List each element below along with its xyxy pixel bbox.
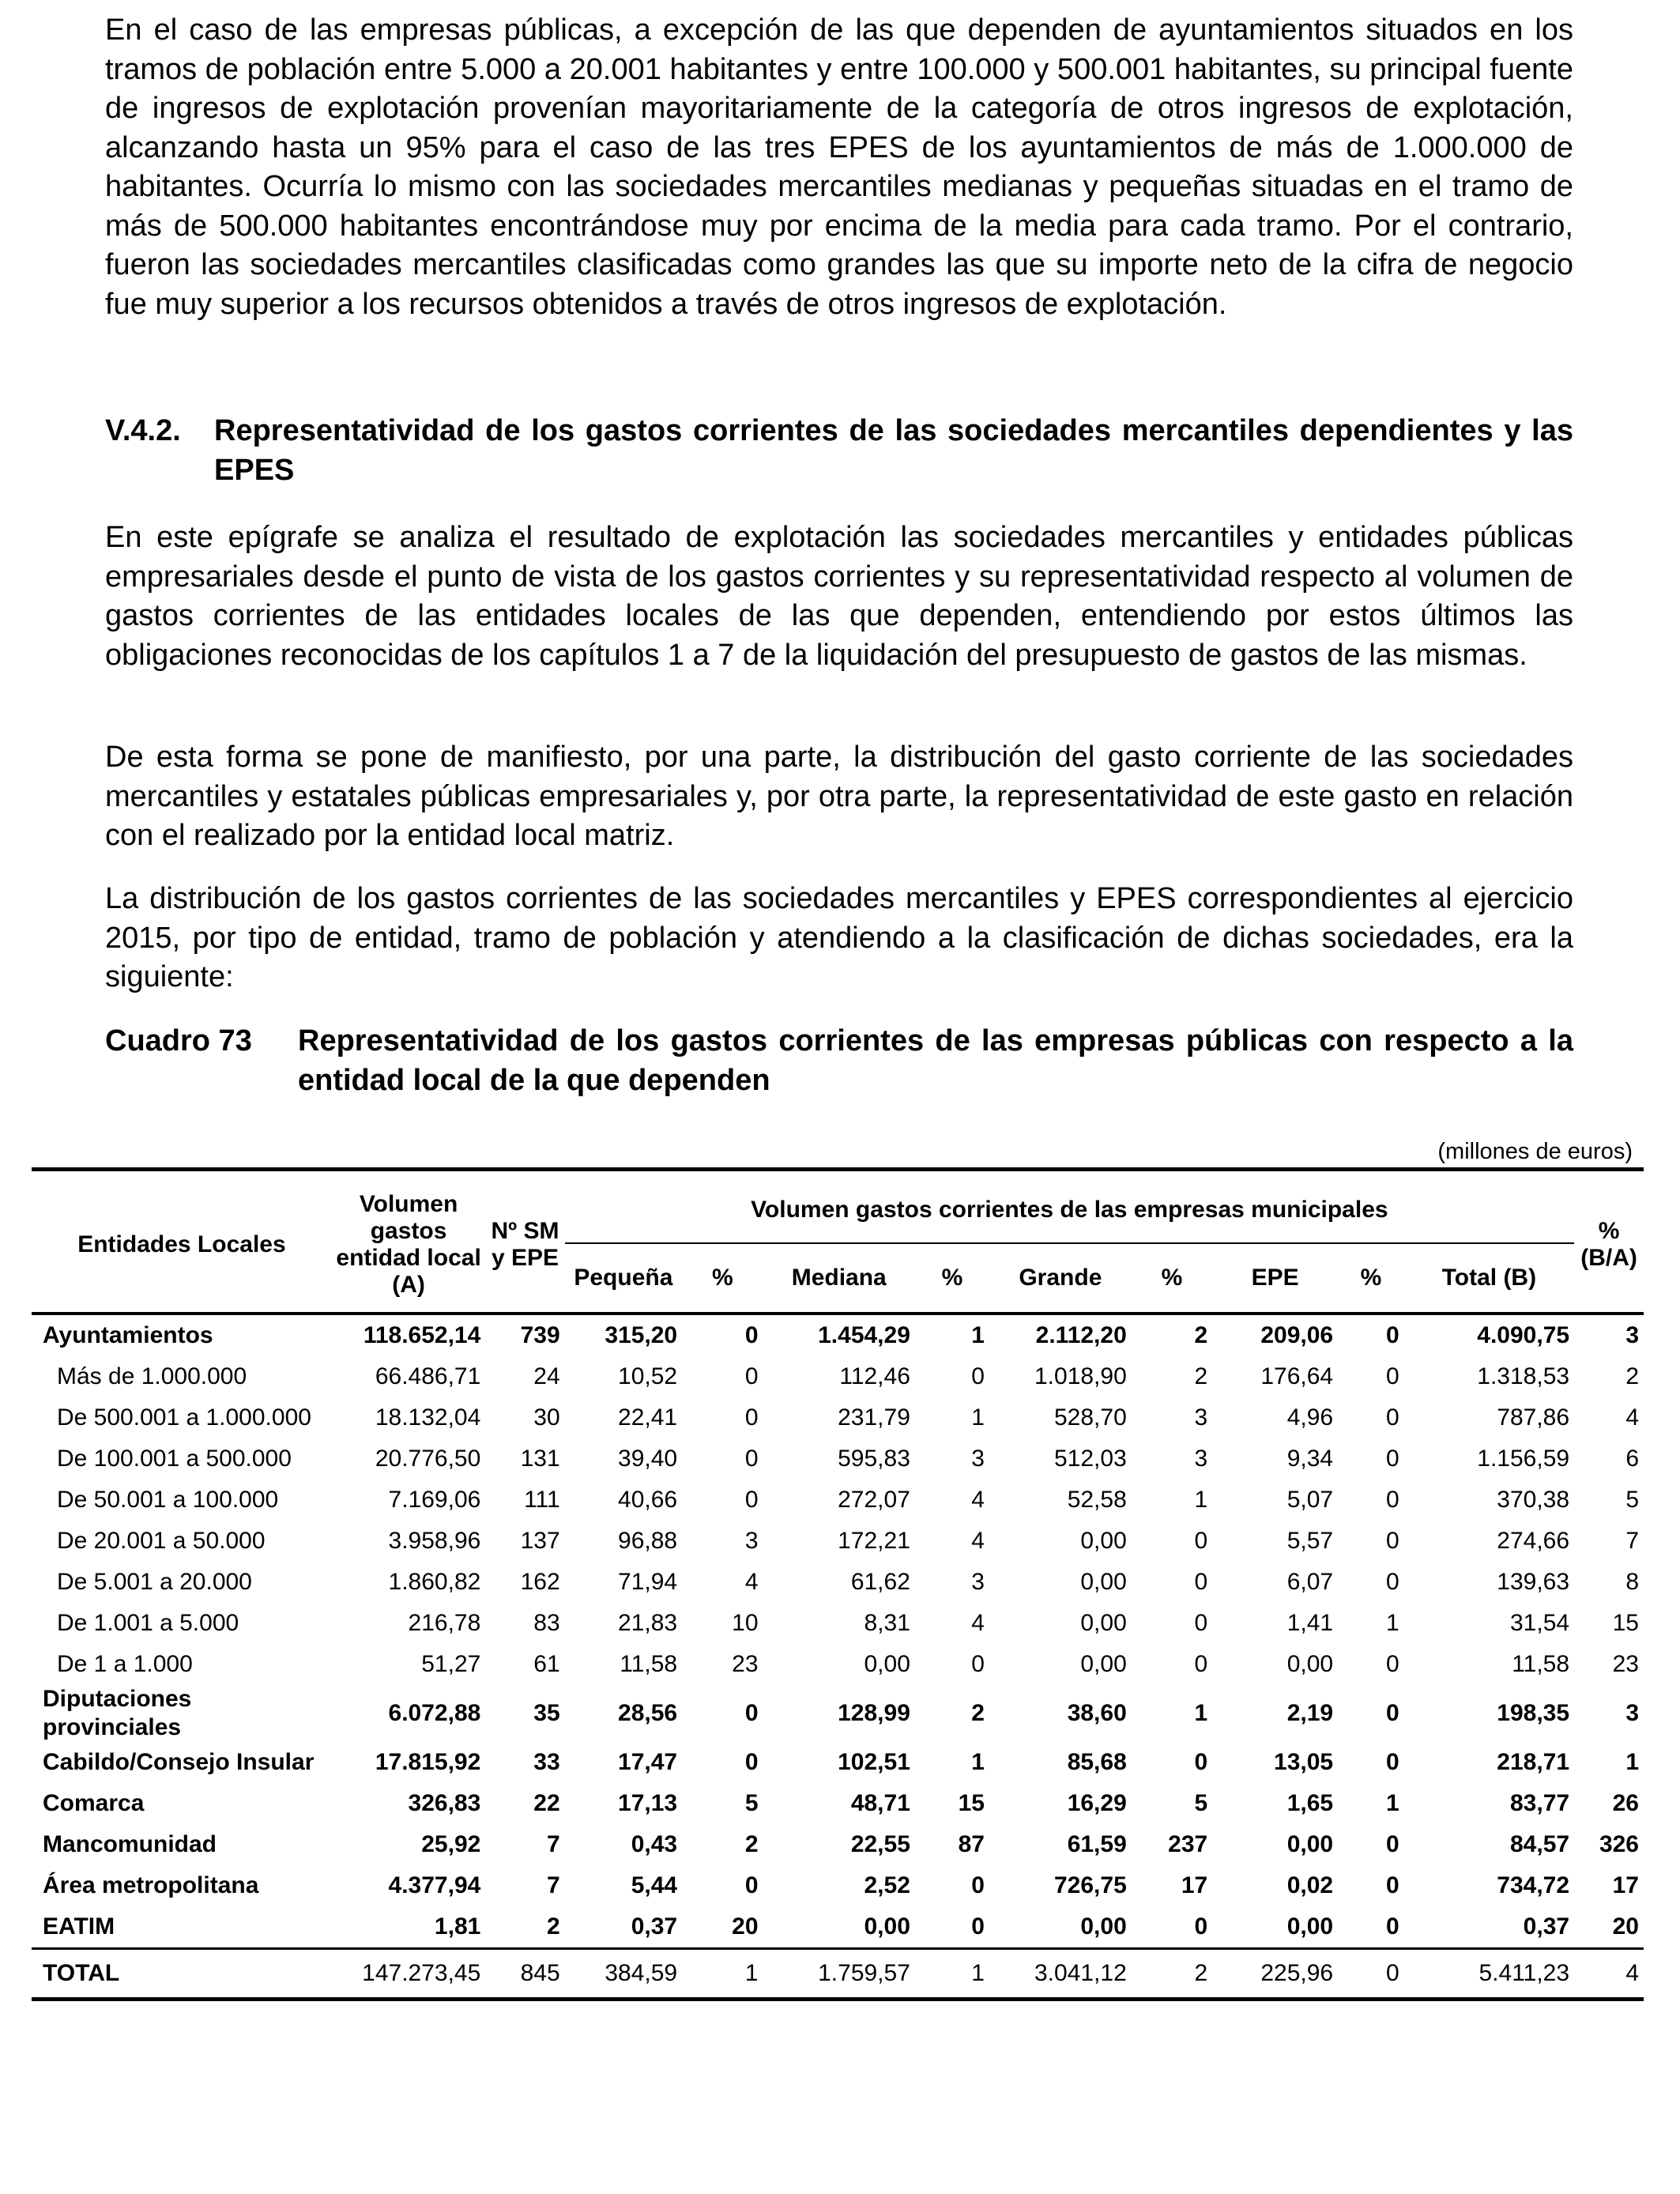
cell-value: 1 — [971, 1322, 985, 1348]
row-label: Diputaciones provinciales — [43, 1686, 192, 1740]
cell-value: 8 — [1625, 1569, 1639, 1595]
caption-number: Cuadro 73 — [105, 1024, 252, 1057]
row-label: Más de 1.000.000 — [57, 1363, 247, 1389]
cell-value: 3 — [744, 1528, 759, 1554]
cell-value: 0 — [1338, 1949, 1404, 2000]
cell-value: 4 — [1574, 1949, 1644, 2000]
header-pct-pequena: % — [711, 1265, 733, 1291]
cell-value: 51,27 — [421, 1651, 481, 1677]
cell-value: 0 — [1386, 1749, 1399, 1775]
cell-value: 9,34 — [1286, 1446, 1334, 1472]
cell-value: 131 — [520, 1446, 560, 1472]
cell-value: 1 — [1194, 1700, 1208, 1726]
cell-value: 83 — [533, 1610, 560, 1636]
paragraph-distribucion: La distribución de los gastos corrientes de las sociedades mercantiles y EPES correspondientes al ejercicio 2015, por tipo de entidad, tramo de población y atendiendo a la clasificación de dichas sociedades, era la siguiente: — [105, 882, 1573, 993]
cell-value: 96,88 — [618, 1528, 678, 1554]
header-mediana: Mediana — [791, 1265, 887, 1291]
cell-value: 1 — [1386, 1790, 1399, 1816]
cell-value: 0,02 — [1286, 1872, 1334, 1898]
cell-value: 84,57 — [1509, 1831, 1570, 1857]
cell-value: 5,57 — [1286, 1528, 1334, 1554]
cell-value: 7 — [1625, 1528, 1639, 1554]
cell-value: 11,58 — [1512, 1651, 1570, 1677]
cell-value: 237 — [1168, 1831, 1208, 1857]
cell-value: 0 — [1194, 1569, 1208, 1595]
cell-value: 25,92 — [421, 1831, 481, 1857]
cell-value: 5 — [1625, 1487, 1639, 1513]
cell-value: 23 — [1612, 1651, 1639, 1677]
table-row — [32, 1906, 1644, 1949]
cell-value: 1.156,59 — [1477, 1446, 1570, 1472]
cell-value: 0,00 — [1080, 1610, 1127, 1636]
cell-value: 17,13 — [618, 1790, 678, 1816]
row-label: Comarca — [43, 1790, 145, 1816]
table-row — [32, 1783, 1644, 1824]
cell-value: 0 — [971, 1872, 985, 1898]
cell-value: 0 — [1386, 1363, 1399, 1389]
row-label: De 1.001 a 5.000 — [57, 1610, 239, 1636]
table-row — [32, 1521, 1644, 1562]
cell-value: 2,19 — [1286, 1700, 1334, 1726]
cell-value: 23 — [732, 1651, 759, 1677]
cell-value: 0,37 — [1523, 1913, 1570, 1940]
cell-value: 21,83 — [618, 1610, 678, 1636]
cell-value: 3 — [971, 1569, 985, 1595]
cell-value: 0,00 — [864, 1651, 910, 1677]
header-volumen: Volumen gastos entidad local (A) — [332, 1170, 485, 1314]
cell-value: 18.132,04 — [375, 1404, 481, 1431]
cell-value: 8,31 — [864, 1610, 910, 1636]
header-grande: Grande — [1019, 1265, 1102, 1291]
cell-value: 0 — [1386, 1872, 1399, 1898]
cell-value: 118.652,14 — [363, 1322, 481, 1348]
cell-value: 3.041,12 — [989, 1949, 1132, 2000]
cell-value: 0 — [1194, 1913, 1208, 1940]
cell-value: 4,96 — [1286, 1404, 1334, 1431]
header-total: Total (B) — [1441, 1265, 1537, 1291]
table-row — [32, 1685, 1644, 1742]
cell-value: 24 — [533, 1363, 560, 1389]
section-heading — [105, 412, 1573, 490]
row-label: EATIM — [43, 1913, 115, 1940]
cell-value: 231,79 — [838, 1404, 910, 1431]
cell-value: 3 — [971, 1446, 985, 1472]
cell-value: 2 — [1132, 1949, 1212, 2000]
cell-value: 225,96 — [1212, 1949, 1338, 2000]
cell-value: 7.169,06 — [388, 1487, 481, 1513]
cell-value: 102,51 — [838, 1749, 910, 1775]
cell-value: 17 — [1181, 1872, 1208, 1898]
table-caption — [105, 1022, 1573, 1100]
cell-value: 22,55 — [850, 1831, 910, 1857]
cell-value: 61,59 — [1067, 1831, 1127, 1857]
row-label: De 5.001 a 20.000 — [57, 1569, 252, 1595]
cell-value: 326,83 — [408, 1790, 481, 1816]
cell-value: 384,59 — [565, 1949, 682, 2000]
cell-value: 26 — [1612, 1790, 1639, 1816]
cell-value: 52,58 — [1067, 1487, 1127, 1513]
cell-value: 1,65 — [1286, 1790, 1334, 1816]
table-row — [32, 1314, 1644, 1356]
cell-value: 83,77 — [1509, 1790, 1570, 1816]
row-label: Mancomunidad — [43, 1831, 217, 1857]
cell-value: 1 — [1194, 1487, 1208, 1513]
cell-value: 0 — [971, 1913, 985, 1940]
cell-value: 6.072,88 — [388, 1700, 481, 1726]
cell-value: 6 — [1625, 1446, 1639, 1472]
cell-value: 2 — [1194, 1363, 1208, 1389]
cell-value: 0 — [971, 1651, 985, 1677]
cell-value: 787,86 — [1497, 1404, 1570, 1431]
cell-value: 0,00 — [1286, 1831, 1334, 1857]
row-label: Área metropolitana — [43, 1872, 259, 1898]
table-row — [32, 1397, 1644, 1438]
cell-value: 0,37 — [631, 1913, 678, 1940]
cell-value: 1 — [971, 1749, 985, 1775]
paragraph-epigrafe: En este epígrafe se analiza el resultado de explotación las sociedades mercantiles y entidades públicas empresariales desde el punto de vista de los gastos corrientes y su representatividad respecto al volumen de gastos corrientes de las entidades locales de las que dependen, entendiendo por estos últimos las obligaciones reconocidas de los capítulos 1 a 7 de la liquidación del presupuesto de gastos de las mismas. — [105, 521, 1573, 672]
cell-value: 370,38 — [1497, 1487, 1570, 1513]
cell-value: 39,40 — [618, 1446, 678, 1472]
units-note: (millones de euros) — [1437, 1139, 1633, 1164]
cell-value: 0 — [1386, 1831, 1399, 1857]
cell-value: 48,71 — [850, 1790, 910, 1816]
gastos-corrientes-table — [32, 1167, 1644, 2001]
table-row — [32, 1742, 1644, 1783]
cell-value: 845 — [485, 1949, 564, 2000]
header-epe: EPE — [1251, 1265, 1299, 1291]
cell-value: 1,81 — [434, 1913, 481, 1940]
cell-value: 13,05 — [1274, 1749, 1334, 1775]
cell-value: 0,00 — [1080, 1651, 1127, 1677]
cell-value: 0 — [744, 1700, 759, 1726]
cell-value: 22,41 — [618, 1404, 678, 1431]
table-row — [32, 1562, 1644, 1603]
cell-value: 3 — [1625, 1700, 1639, 1726]
cell-value: 0,00 — [1286, 1913, 1334, 1940]
cell-value: 20 — [732, 1913, 759, 1940]
cell-value: 11,58 — [620, 1651, 678, 1677]
cell-value: 4.090,75 — [1477, 1322, 1570, 1348]
cell-value: 0 — [744, 1446, 759, 1472]
cell-value: 172,21 — [838, 1528, 910, 1554]
paragraph-manifiesto: De esta forma se pone de manifiesto, por una parte, la distribución del gasto corriente de las sociedades mercantiles y estatales públicas empresariales y, por otra parte, la representatividad de este gasto en relación con el realizado por la entidad local matriz. — [105, 741, 1573, 852]
row-label: De 50.001 a 100.000 — [57, 1487, 279, 1513]
cell-value: 0,00 — [1286, 1651, 1334, 1677]
cell-value: 2 — [971, 1700, 985, 1726]
cell-value: 22 — [533, 1790, 560, 1816]
cell-value: 2 — [744, 1831, 759, 1857]
cell-value: 176,64 — [1260, 1363, 1334, 1389]
cell-value: 274,66 — [1497, 1528, 1570, 1554]
cell-value: 315,20 — [605, 1322, 678, 1348]
table-row — [32, 1644, 1644, 1685]
cell-value: 147.273,45 — [332, 1949, 485, 2000]
cell-value: 17.815,92 — [375, 1749, 481, 1775]
cell-value: 15 — [1612, 1610, 1639, 1636]
cell-value: 4 — [744, 1569, 759, 1595]
table-row — [32, 1438, 1644, 1480]
cell-value: 0 — [1194, 1651, 1208, 1677]
cell-value: 0 — [1386, 1913, 1399, 1940]
table-row — [32, 1603, 1644, 1644]
cell-value: 66.486,71 — [375, 1363, 481, 1389]
cell-value: 0 — [744, 1404, 759, 1431]
row-label: De 500.001 a 1.000.000 — [57, 1404, 311, 1431]
cell-value: 0,43 — [631, 1831, 678, 1857]
cell-value: 3 — [1625, 1322, 1639, 1348]
caption-title: Representatividad de los gastos corrientes de las empresas públicas con respecto a la entidad local de la que dependen — [298, 1024, 1573, 1097]
cell-value: 2,52 — [864, 1872, 910, 1898]
cell-value: 0 — [1386, 1651, 1399, 1677]
cell-value: 2 — [1194, 1322, 1208, 1348]
cell-value: 0 — [1386, 1569, 1399, 1595]
cell-value: 0,00 — [1080, 1528, 1127, 1554]
cell-value: 0 — [1194, 1749, 1208, 1775]
row-label: Cabildo/Consejo Insular — [43, 1749, 315, 1775]
cell-value: 4 — [1625, 1404, 1639, 1431]
paragraph-intro: En el caso de las empresas públicas, a excepción de las que dependen de ayuntamientos situados en los tramos de población entre 5.000 a 20.001 habitantes y entre 100.000 y 500.001 habitantes, su principal fuente de ingresos de explotación provenían mayoritariamente de la categoría de otros ingresos de explotación, alcanzando hasta un 95% para el caso de las tres EPES de los ayuntamientos de más de 1.000.000 de habitantes. Ocurría lo mismo con las sociedades mercantiles medianas y pequeñas situadas en el tramo de más de 500.000 habitantes encontrándose muy por encima de la media para cada tramo. Por el contrario, fueron las sociedades mercantiles clasificadas como grandes las que su importe neto de la cifra de negocio fue muy superior a los recursos obtenidos a través de otros ingresos de explotación. — [105, 13, 1573, 321]
cell-value: 1.018,90 — [1034, 1363, 1127, 1389]
cell-value: 1 — [971, 1404, 985, 1431]
cell-value: 0 — [971, 1363, 985, 1389]
cell-value: 1 — [1386, 1610, 1399, 1636]
table-row — [32, 1480, 1644, 1521]
cell-value: 1.454,29 — [818, 1322, 910, 1348]
table-body — [32, 1314, 1644, 2000]
cell-value: 0 — [1194, 1528, 1208, 1554]
row-label: Ayuntamientos — [43, 1322, 213, 1348]
header-num-sm: Nº SM y EPE — [485, 1170, 564, 1314]
cell-value: 218,71 — [1497, 1749, 1570, 1775]
cell-value: 3.958,96 — [388, 1528, 481, 1554]
cell-value: 0,00 — [1080, 1913, 1127, 1940]
cell-value: 30 — [533, 1404, 560, 1431]
cell-value: 17 — [1612, 1872, 1639, 1898]
cell-value: 0 — [1386, 1322, 1399, 1348]
cell-value: 17,47 — [618, 1749, 678, 1775]
cell-value: 7 — [546, 1831, 560, 1857]
row-label: TOTAL — [32, 1949, 332, 2000]
cell-value: 198,35 — [1497, 1700, 1570, 1726]
cell-value: 31,54 — [1509, 1610, 1570, 1636]
cell-value: 139,63 — [1497, 1569, 1570, 1595]
cell-value: 5 — [1194, 1790, 1208, 1816]
row-label: De 1 a 1.000 — [57, 1651, 193, 1677]
cell-value: 35 — [533, 1700, 560, 1726]
cell-value: 0 — [1386, 1487, 1399, 1513]
cell-value: 0,00 — [1080, 1569, 1127, 1595]
cell-value: 87 — [958, 1831, 985, 1857]
cell-value: 1,41 — [1286, 1610, 1334, 1636]
cell-value: 512,03 — [1054, 1446, 1127, 1472]
cell-value: 20.776,50 — [375, 1446, 481, 1472]
cell-value: 595,83 — [838, 1446, 910, 1472]
cell-value: 61 — [533, 1651, 560, 1677]
cell-value: 71,94 — [618, 1569, 678, 1595]
cell-value: 40,66 — [618, 1487, 678, 1513]
cell-value: 2 — [1625, 1363, 1639, 1389]
cell-value: 2.112,20 — [1035, 1322, 1127, 1348]
header-pct-epe: % — [1360, 1265, 1382, 1291]
cell-value: 162 — [520, 1569, 560, 1595]
cell-value: 2 — [546, 1913, 560, 1940]
cell-value: 0 — [744, 1363, 759, 1389]
header-entidades: Entidades Locales — [32, 1170, 332, 1314]
table-row — [32, 1865, 1644, 1906]
header-pct-grande: % — [1161, 1265, 1183, 1291]
cell-value: 3 — [1194, 1446, 1208, 1472]
section-title: Representatividad de los gastos corrientes de las sociedades mercantiles dependientes y las EPES — [214, 414, 1573, 487]
cell-value: 6,07 — [1286, 1569, 1334, 1595]
cell-value: 1.318,53 — [1477, 1363, 1570, 1389]
cell-value: 0 — [744, 1487, 759, 1513]
cell-value: 33 — [533, 1749, 560, 1775]
cell-value: 734,72 — [1497, 1872, 1570, 1898]
cell-value: 0,00 — [864, 1913, 910, 1940]
header-pequena: Pequeña — [574, 1265, 673, 1291]
table-row — [32, 1824, 1644, 1865]
cell-value: 112,46 — [839, 1363, 910, 1389]
cell-value: 0 — [744, 1322, 759, 1348]
cell-value: 4 — [971, 1528, 985, 1554]
cell-value: 10 — [732, 1610, 759, 1636]
cell-value: 272,07 — [838, 1487, 910, 1513]
cell-value: 28,56 — [618, 1700, 678, 1726]
cell-value: 7 — [546, 1872, 560, 1898]
header-pct-mediana: % — [941, 1265, 963, 1291]
cell-value: 726,75 — [1054, 1872, 1127, 1898]
cell-value: 326 — [1599, 1831, 1639, 1857]
cell-value: 216,78 — [408, 1610, 481, 1636]
cell-value: 1 — [915, 1949, 989, 2000]
cell-value: 128,99 — [838, 1700, 910, 1726]
cell-value: 5,07 — [1286, 1487, 1334, 1513]
cell-value: 528,70 — [1054, 1404, 1127, 1431]
cell-value: 4 — [971, 1487, 985, 1513]
header-ratio: % (B/A) — [1574, 1170, 1644, 1314]
cell-value: 5.411,23 — [1404, 1949, 1574, 2000]
cell-value: 20 — [1612, 1913, 1639, 1940]
cell-value: 3 — [1194, 1404, 1208, 1431]
cell-value: 0 — [1386, 1700, 1399, 1726]
cell-value: 10,52 — [618, 1363, 678, 1389]
cell-value: 0 — [744, 1749, 759, 1775]
section-number: V.4.2. — [105, 414, 181, 447]
cell-value: 0 — [1386, 1404, 1399, 1431]
cell-value: 1 — [682, 1949, 763, 2000]
header-group: Volumen gastos corrientes de las empresas municipales — [565, 1170, 1574, 1244]
table-row — [32, 1356, 1644, 1397]
cell-value: 1.759,57 — [763, 1949, 915, 2000]
cell-value: 38,60 — [1067, 1700, 1127, 1726]
row-label: De 20.001 a 50.000 — [57, 1528, 266, 1554]
cell-value: 4.377,94 — [388, 1872, 481, 1898]
cell-value: 739 — [520, 1322, 560, 1348]
cell-value: 61,62 — [850, 1569, 910, 1595]
cell-value: 5 — [744, 1790, 759, 1816]
cell-value: 137 — [520, 1528, 560, 1554]
cell-value: 5,44 — [631, 1872, 678, 1898]
cell-value: 4 — [971, 1610, 985, 1636]
cell-value: 0 — [744, 1872, 759, 1898]
row-label: De 100.001 a 500.000 — [57, 1446, 292, 1472]
cell-value: 209,06 — [1260, 1322, 1334, 1348]
cell-value: 0 — [1386, 1528, 1399, 1554]
cell-value: 1.860,82 — [388, 1569, 481, 1595]
cell-value: 0 — [1386, 1446, 1399, 1472]
cell-value: 85,68 — [1067, 1749, 1127, 1775]
cell-value: 1 — [1625, 1749, 1639, 1775]
cell-value: 16,29 — [1067, 1790, 1127, 1816]
table-total-row — [32, 1949, 1644, 2000]
cell-value: 111 — [524, 1487, 560, 1513]
cell-value: 0 — [1194, 1610, 1208, 1636]
cell-value: 15 — [958, 1790, 985, 1816]
